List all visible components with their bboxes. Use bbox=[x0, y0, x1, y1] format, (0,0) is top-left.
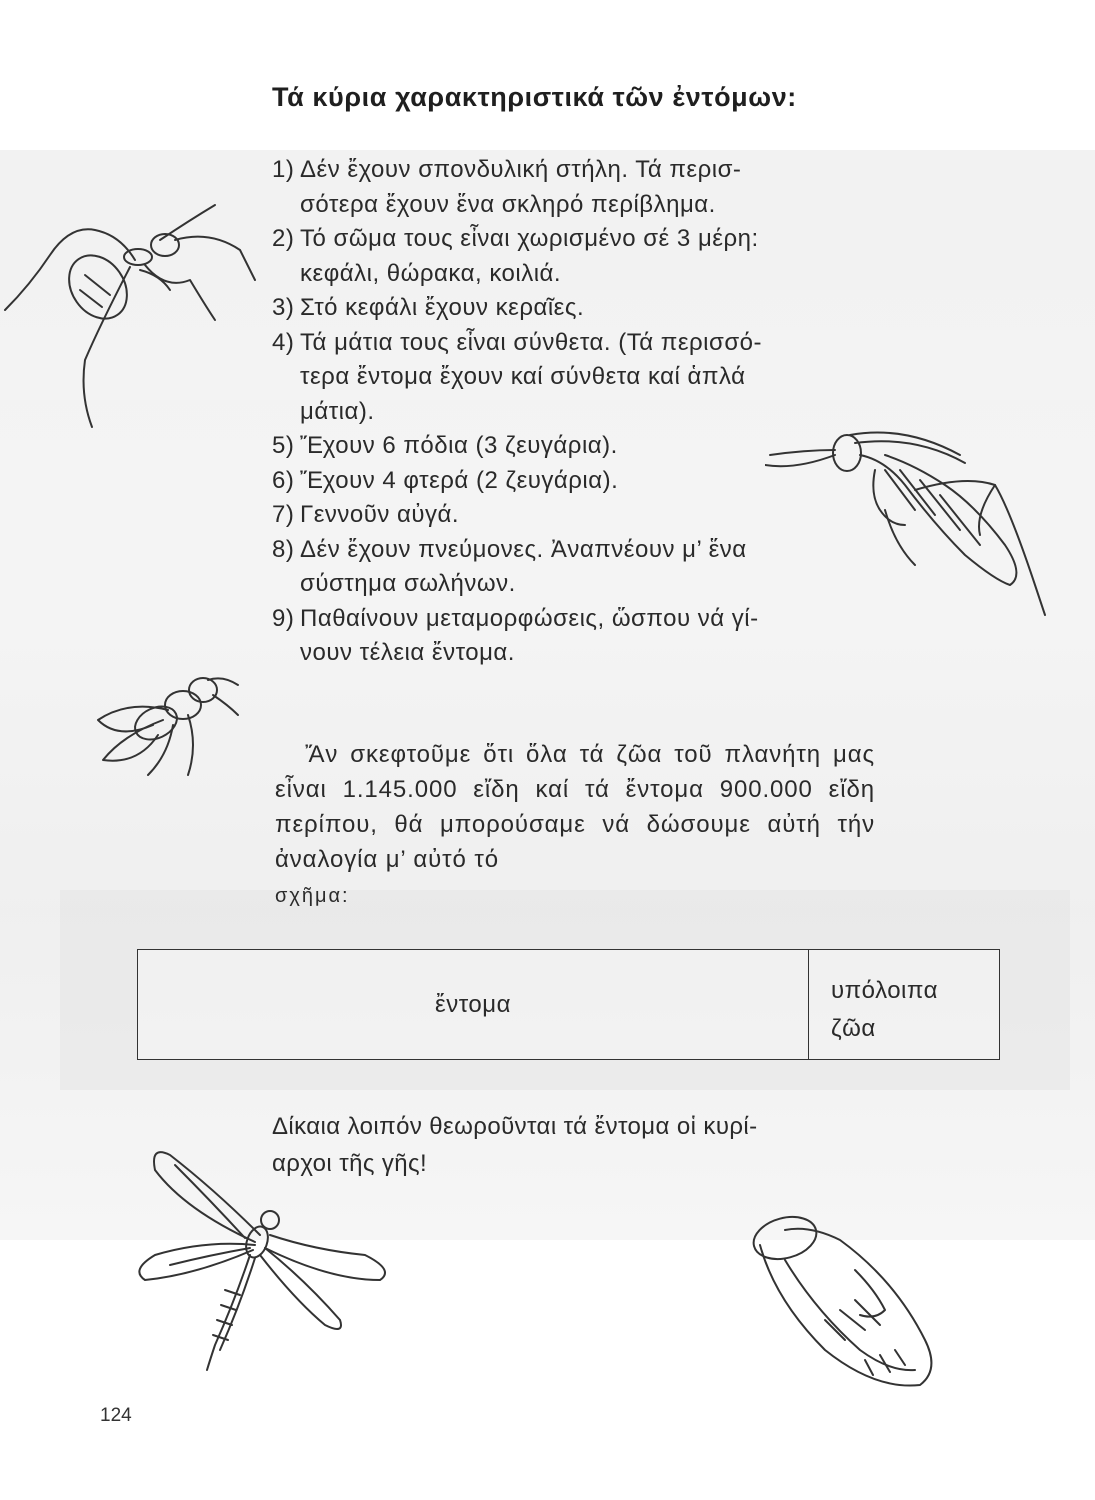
other-animals-segment bbox=[809, 950, 999, 1059]
item-number: 3) bbox=[272, 294, 295, 321]
item-number: 9) bbox=[272, 604, 295, 632]
insects-label: ἔντομα bbox=[435, 990, 511, 1018]
item-number: 2) bbox=[272, 225, 295, 252]
other-animals-label-line1: υπόλοιπα bbox=[831, 977, 938, 1004]
item-text-continued: σύστημα σωλήνων. bbox=[300, 570, 516, 597]
item-text: Τό σῶμα τους εἶναι χωρισμένο σέ 3 μέρη: bbox=[300, 225, 759, 252]
list-item bbox=[272, 291, 872, 326]
item-text: Γεννοῦν αὐγά. bbox=[300, 501, 460, 528]
item-text: Ἔχουν 4 φτερά (2 ζευγάρια). bbox=[300, 466, 619, 494]
grasshopper-drawing bbox=[765, 415, 1065, 645]
item-text-continued: νουν τέλεια ἔντομα. bbox=[300, 639, 515, 666]
species-paragraph bbox=[275, 737, 875, 914]
item-text-continued: μάτια). bbox=[300, 397, 375, 425]
item-text: Παθαίνουν μεταμορφώσεις, ὥσπου νά γί- bbox=[300, 604, 759, 632]
insects-segment bbox=[138, 950, 809, 1059]
dragonfly-drawing bbox=[115, 1130, 405, 1380]
item-text: Τά μάτια τους εἶναι σύνθετα. (Τά περισσό- bbox=[300, 328, 762, 356]
item-number: 6) bbox=[272, 466, 295, 494]
item-number: 1) bbox=[272, 156, 295, 183]
item-text: Στό κεφάλι ἔχουν κεραῖες. bbox=[300, 294, 585, 321]
item-text: Δέν ἔχουν πνεύμονες. Ἀναπνέουν μ’ ἕνα bbox=[300, 535, 747, 563]
item-number: 8) bbox=[272, 535, 295, 563]
list-item bbox=[272, 326, 872, 430]
cicada-drawing bbox=[745, 1200, 945, 1400]
paragraph-text: Ἄν σκεφτοῦμε ὅτι ὅλα τά ζῶα τοῦ πλανήτη μας εἶναι 1.145.000 εἴδη καί τά ἔντομα 900.000 εἴδη περίπου, θά μπορούσαμε νά δώσουμε αὐτή τήν ἀναλογία μ’ αὐτό τό bbox=[275, 741, 875, 873]
page-number: 124 bbox=[100, 1405, 132, 1426]
conclusion-line-2: αρχοι τῆς γῆς! bbox=[272, 1150, 428, 1177]
item-text-continued: κεφάλι, θώρακα, κοιλιά. bbox=[300, 259, 562, 287]
item-number: 4) bbox=[272, 328, 295, 356]
list-item bbox=[272, 222, 872, 291]
page-title: Τά κύρια χαρακτηριστικά τῶν ἐντόμων: bbox=[272, 82, 797, 112]
item-number: 7) bbox=[272, 501, 295, 528]
other-animals-label-line2: ζῶα bbox=[831, 1015, 876, 1042]
item-text: Ἔχουν 6 πόδια (3 ζευγάρια). bbox=[300, 432, 618, 459]
fly-drawing bbox=[88, 665, 258, 795]
paragraph-last-word: σχῆμα: bbox=[275, 885, 350, 907]
item-text: Δέν ἔχουν σπονδυλική στήλη. Τά περισ- bbox=[300, 156, 742, 183]
item-text-continued: τερα ἔντομα ἔχουν καί σύνθετα καί ἁπλά bbox=[300, 363, 746, 390]
item-text-continued: σότερα ἔχουν ἕνα σκληρό περίβλημα. bbox=[300, 190, 716, 218]
species-ratio-figure bbox=[137, 949, 1000, 1060]
list-item bbox=[272, 153, 872, 222]
ant-drawing bbox=[0, 195, 260, 435]
conclusion-line-1: Δίκαια λοιπόν θεωροῦνται τά ἔντομα οἱ κυρί- bbox=[272, 1113, 758, 1140]
item-number: 5) bbox=[272, 432, 295, 459]
